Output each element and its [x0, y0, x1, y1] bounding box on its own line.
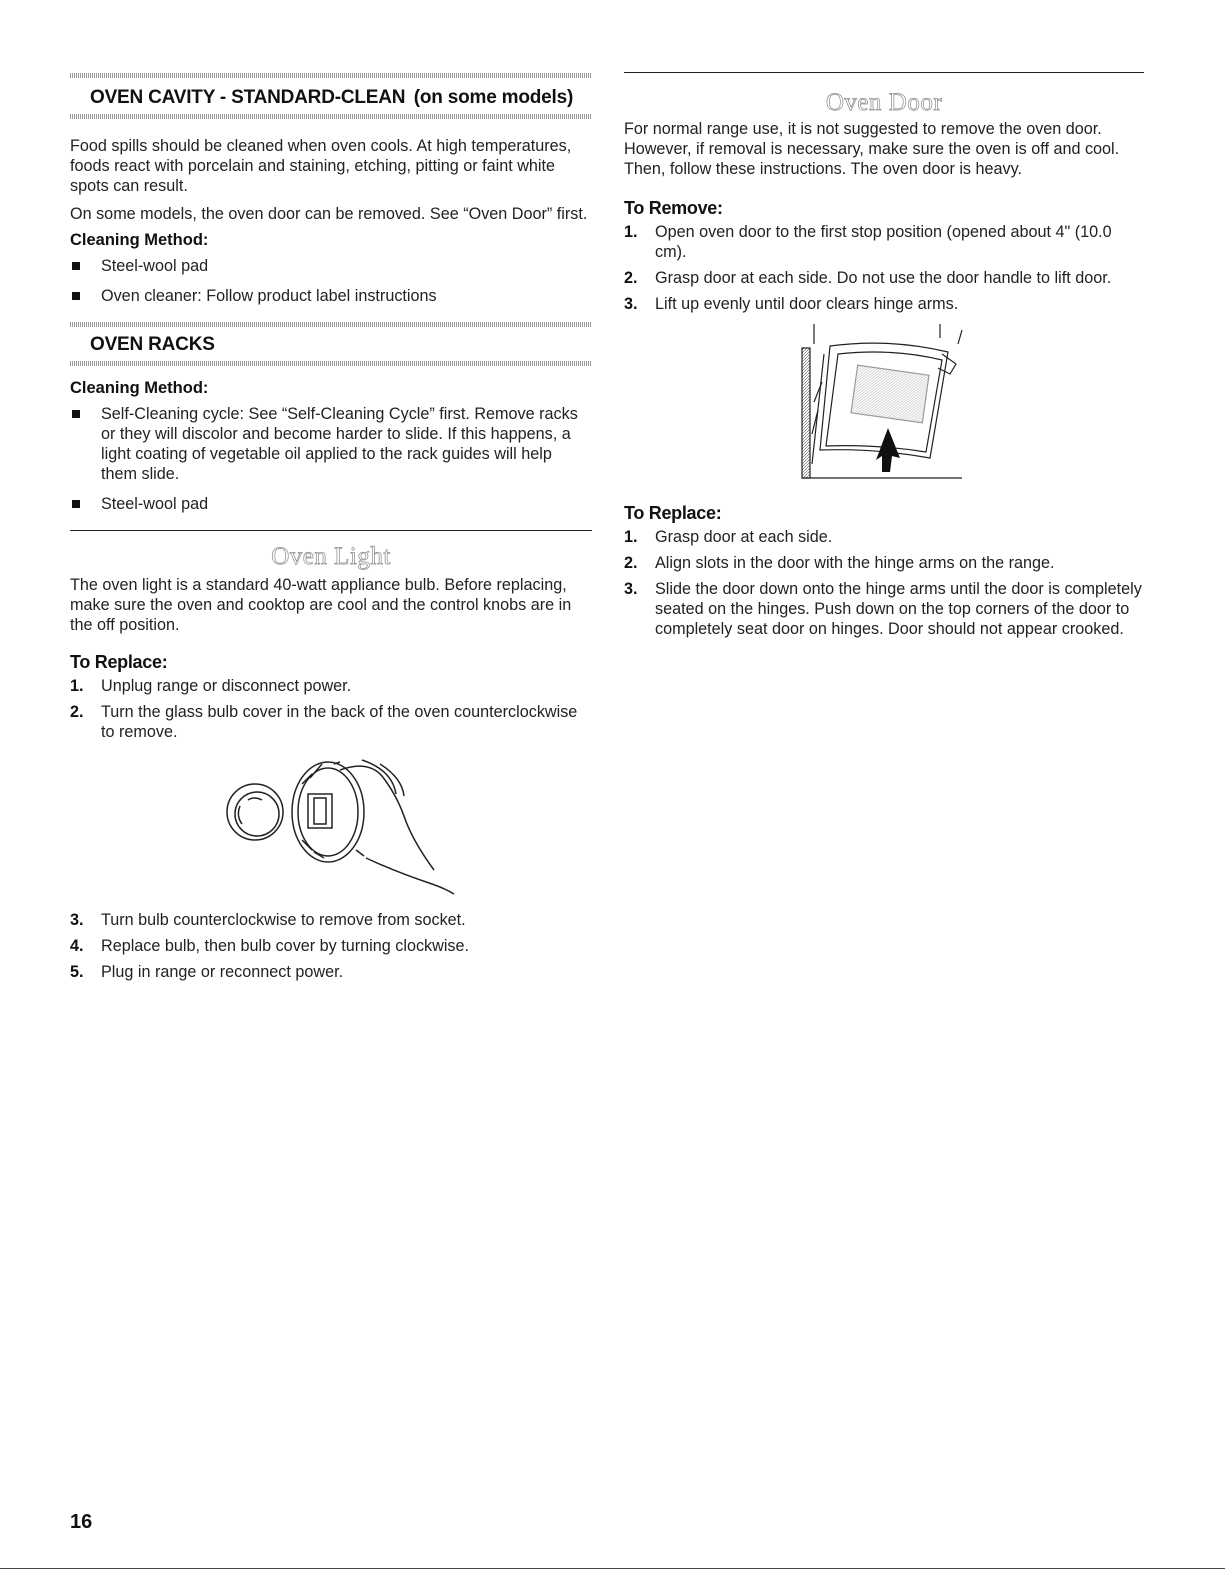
oven-light-steps [70, 676, 592, 742]
oven-door-remove-label: To Remove: [624, 198, 723, 218]
section-divider [70, 322, 592, 327]
section-divider [70, 114, 592, 119]
section-rule [624, 72, 1144, 73]
list-item: 1. Unplug range or disconnect power. [70, 677, 352, 695]
list-item: 1. Grasp door at each side. [624, 528, 833, 546]
oven-door-replace-steps [624, 527, 1144, 639]
list-item: 3. Turn bulb counterclockwise to remove from socket. [70, 911, 466, 929]
oven-cavity-suffix: (on some models) [413, 87, 574, 108]
list-item: 2. Align slots in the door with the hinge arms on the range. [624, 554, 1055, 572]
oven-racks-method-label: Cleaning Method: [70, 379, 209, 397]
page-bottom-rule [0, 1568, 1225, 1569]
bullet-square-icon [72, 262, 80, 270]
oven-light-intro: The oven light is a standard 40-watt appliance bulb. Before replacing, make sure the oven and cooktop are cool and the control knobs are in the off position. [70, 576, 572, 634]
oven-door-illustration [624, 324, 1144, 484]
oven-door-remove-steps [624, 222, 1144, 314]
list-item: 4. Replace bulb, then bulb cover by turning clockwise. [70, 937, 470, 955]
oven-light-replace-label: To Replace: [70, 652, 168, 672]
oven-cavity-method-list [70, 256, 592, 306]
oven-cavity-para1: Food spills should be cleaned when oven cools. At high temperatures, foods react with porcelain and staining, etching, pitting or faint white spots can result. [70, 137, 572, 195]
oven-light-steps-continued [70, 910, 592, 982]
list-item: Steel-wool pad [70, 494, 592, 514]
oven-door-replace-label: To Replace: [624, 503, 722, 523]
oven-cavity-title: OVEN CAVITY - STANDARD-CLEAN [90, 87, 406, 108]
section-divider [70, 73, 592, 78]
oven-cavity-heading [70, 86, 592, 110]
bullet-square-icon [72, 500, 80, 508]
list-item: Steel-wool pad [70, 256, 592, 276]
bulb-cover-illustration [70, 754, 592, 904]
list-item: 3. Lift up evenly until door clears hinge arms. [624, 295, 959, 313]
list-item: 2. Grasp door at each side. Do not use the door handle to lift door. [624, 269, 1112, 287]
section-divider [70, 361, 592, 366]
list-item: 2. Turn the glass bulb cover in the back of the oven counterclockwise to remove. [70, 703, 578, 741]
oven-light-title: Oven Light [271, 543, 391, 570]
oven-cavity-method-label: Cleaning Method: [70, 231, 209, 249]
section-rule [70, 530, 592, 531]
page-number: 16 [70, 1511, 93, 1533]
oven-cavity-para2: On some models, the oven door can be removed. See “Oven Door” first. [70, 205, 588, 223]
oven-racks-heading [70, 333, 592, 357]
list-item: 5. Plug in range or reconnect power. [70, 963, 344, 981]
oven-door-title: Oven Door [825, 89, 943, 116]
bullet-square-icon [72, 292, 80, 300]
list-item: Oven cleaner: Follow product label instructions [70, 286, 592, 306]
oven-racks-method-list [70, 404, 592, 514]
list-item: Self-Cleaning cycle: See “Self-Cleaning Cycle” first. Remove racks or they will discolor and become harder to slide. If this happens, a light coating of vegetable oil applied to the rack guides will help them slide. [70, 404, 592, 484]
oven-door-intro: For normal range use, it is not suggested to remove the oven door. However, if removal is necessary, make sure the oven is off and cool. Then, follow these instructions. The oven door is heavy. [624, 120, 1120, 178]
bullet-square-icon [72, 410, 80, 418]
oven-racks-title: OVEN RACKS [90, 334, 215, 355]
list-item: 1. Open oven door to the first stop position (opened about 4" (10.0 cm). [624, 223, 1112, 261]
left-column [70, 0, 592, 982]
list-item: 3. Slide the door down onto the hinge arms until the door is completely seated on the hinges. Push down on the top corners of the door to completely seat door on hinges. Door should not appear crooked. [624, 580, 1142, 638]
right-column [624, 0, 1144, 639]
